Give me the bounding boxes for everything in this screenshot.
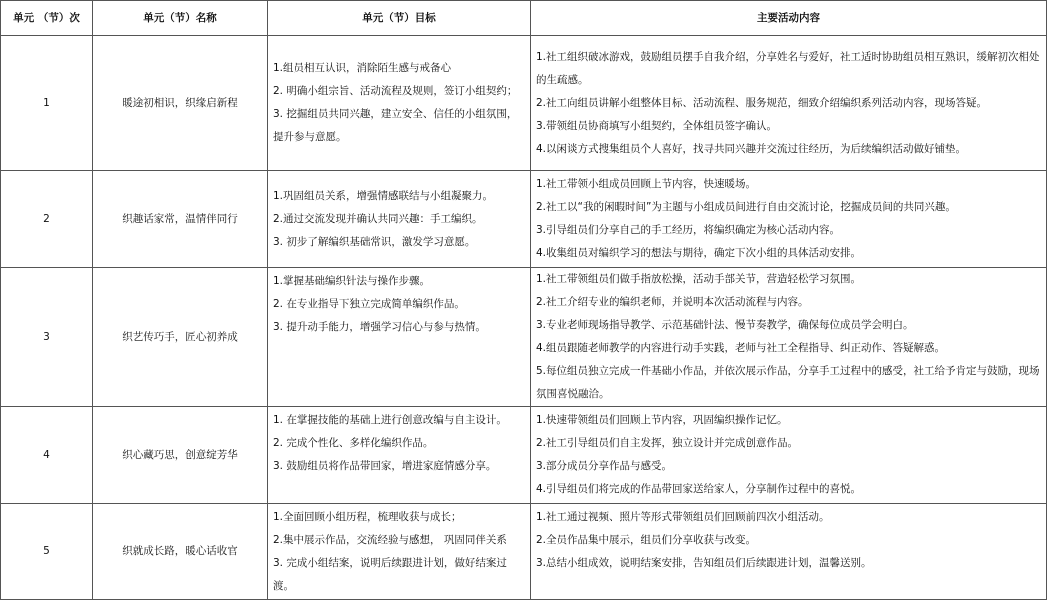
unit-name: 织心藏巧思，创意绽芳华 xyxy=(93,407,268,504)
unit-number: 4 xyxy=(1,407,93,504)
unit-number: 3 xyxy=(1,268,93,407)
unit-goals xyxy=(268,268,531,407)
header-main-activities: 主要活动内容 xyxy=(531,1,1047,36)
goal-item: 2. 在专业指导下独立完成简单编织作品。 xyxy=(273,298,465,310)
goal-item: 2. 明确小组宗旨、活动流程及规则，签订小组契约； xyxy=(273,85,518,97)
unit-name: 织趣话家常，温情伴同行 xyxy=(93,171,268,268)
unit-number: 2 xyxy=(1,171,93,268)
header-unit-number: 单元 （节）次 xyxy=(1,1,93,36)
goal-item: 3. 完成小组结案，说明后续跟进计划，做好结案过渡。 xyxy=(273,556,507,592)
unit-name: 织就成长路，暖心话收官 xyxy=(93,504,268,600)
goal-item: 1.掌握基础编织针法与操作步骤。 xyxy=(273,275,431,287)
table-header-row xyxy=(1,1,1047,36)
activity-item: 3.引导组员们分享自己的手工经历，将编织确定为核心活动内容。 xyxy=(536,224,841,236)
activity-item: 4.组员跟随老师教学的内容进行动手实践，老师与社工全程指导、纠正动作、答疑解惑。 xyxy=(536,342,946,354)
activity-item: 1.社工组织破冰游戏，鼓励组员摆手自我介绍，分享姓名与爱好，社工适时协助组员相互熟识，缓解初次相处的生疏感。 xyxy=(536,50,1040,86)
activity-item: 1.社工带领小组成员回顾上节内容，快速暖场。 xyxy=(536,178,757,190)
unit-goals xyxy=(268,36,531,171)
table-row xyxy=(1,268,1047,407)
goal-item: 1.组员相互认识，消除陌生感与戒备心 xyxy=(273,62,452,74)
activity-item: 4.收集组员对编织学习的想法与期待，确定下次小组的具体活动安排。 xyxy=(536,247,862,259)
activity-item: 2.社工以“我的闲暇时间”为主题与小组成员间进行自由交流讨论，挖掘成员间的共同兴趣。 xyxy=(536,201,956,213)
unit-number: 1 xyxy=(1,36,93,171)
goal-item: 1.全面回顾小组历程，梳理收获与成长； xyxy=(273,510,462,523)
activity-item: 4.引导组员们将完成的作品带回家送给家人，分享制作过程中的喜悦。 xyxy=(536,483,862,495)
header-unit-name: 单元（节）名称 xyxy=(93,1,268,36)
activity-item: 1.社工通过视频、照片等形式带领组员们回顾前四次小组活动。 xyxy=(536,511,830,523)
goal-item: 2.通过交流发现并确认共同兴趣：手工编织。 xyxy=(273,212,483,225)
goal-item: 3. 挖掘组员共同兴趣，建立安全、信任的小组氛围，提升参与意愿。 xyxy=(273,108,518,143)
activity-item: 3.带领组员协商填写小组契约，全体组员签字确认。 xyxy=(536,119,778,132)
activity-item: 3.专业老师现场指导教学、示范基础针法、慢节奏教学，确保每位成员学会明白。 xyxy=(536,319,914,331)
unit-activities xyxy=(531,407,1047,504)
goal-item: 2. 完成个性化、多样化编织作品。 xyxy=(273,437,434,449)
table-row xyxy=(1,171,1047,268)
activity-item: 1.快速带领组员们回顾上节内容，巩固编织操作记忆。 xyxy=(536,414,788,426)
goal-item: 3. 初步了解编织基础常识，激发学习意愿。 xyxy=(273,235,476,248)
table-row xyxy=(1,504,1047,600)
activity-item: 2.全员作品集中展示，组员们分享收获与改变。 xyxy=(536,534,757,546)
activity-item: 2.社工介绍专业的编织老师，并说明本次活动流程与内容。 xyxy=(536,296,809,308)
unit-activities xyxy=(531,268,1047,407)
unit-name: 织艺传巧手，匠心初养成 xyxy=(93,268,268,407)
goal-item: 1.巩固组员关系，增强情感联结与小组凝聚力。 xyxy=(273,189,494,202)
unit-goals xyxy=(268,171,531,268)
unit-activities xyxy=(531,504,1047,600)
activity-item: 1.社工带领组员们做手指放松操，活动手部关节，营造轻松学习氛围。 xyxy=(536,273,862,285)
goal-item: 3. 鼓励组员将作品带回家，增进家庭情感分享。 xyxy=(273,460,497,472)
unit-activities xyxy=(531,36,1047,171)
activity-item: 3.总结小组成效，说明结案安排，告知组员们后续跟进计划，温馨送别。 xyxy=(536,557,872,569)
unit-number: 5 xyxy=(1,504,93,600)
unit-goals xyxy=(268,504,531,600)
goal-item: 1. 在掌握技能的基础上进行创意改编与自主设计。 xyxy=(273,414,507,426)
header-unit-goals: 单元（节）目标 xyxy=(268,1,531,36)
unit-goals xyxy=(268,407,531,504)
table-row xyxy=(1,407,1047,504)
unit-activities xyxy=(531,171,1047,268)
activity-item: 5.每位组员独立完成一件基础小作品，并依次展示作品，分享手工过程中的感受，社工给予肯定与鼓励，现场氛围喜悦融洽。 xyxy=(536,365,1040,400)
activity-item: 2.社工引导组员们自主发挥，独立设计并完成创意作品。 xyxy=(536,437,799,449)
goal-item: 2.集中展示作品，交流经验与感想， 巩固同伴关系 xyxy=(273,533,507,546)
activity-item: 4.以闲谈方式搜集组员个人喜好，找寻共同兴趣并交流过往经历，为后续编织活动做好铺垫。 xyxy=(536,142,967,155)
activity-item: 3.部分成员分享作品与感受。 xyxy=(536,460,673,472)
goal-item: 3. 提升动手能力，增强学习信心与参与热情。 xyxy=(273,321,486,333)
table-row xyxy=(1,36,1047,171)
activity-item: 2.社工向组员讲解小组整体目标、活动流程、服务规范，细致介绍编织系列活动内容，现场答疑。 xyxy=(536,96,988,109)
unit-name: 暖途初相识，织缘启新程 xyxy=(93,36,268,171)
